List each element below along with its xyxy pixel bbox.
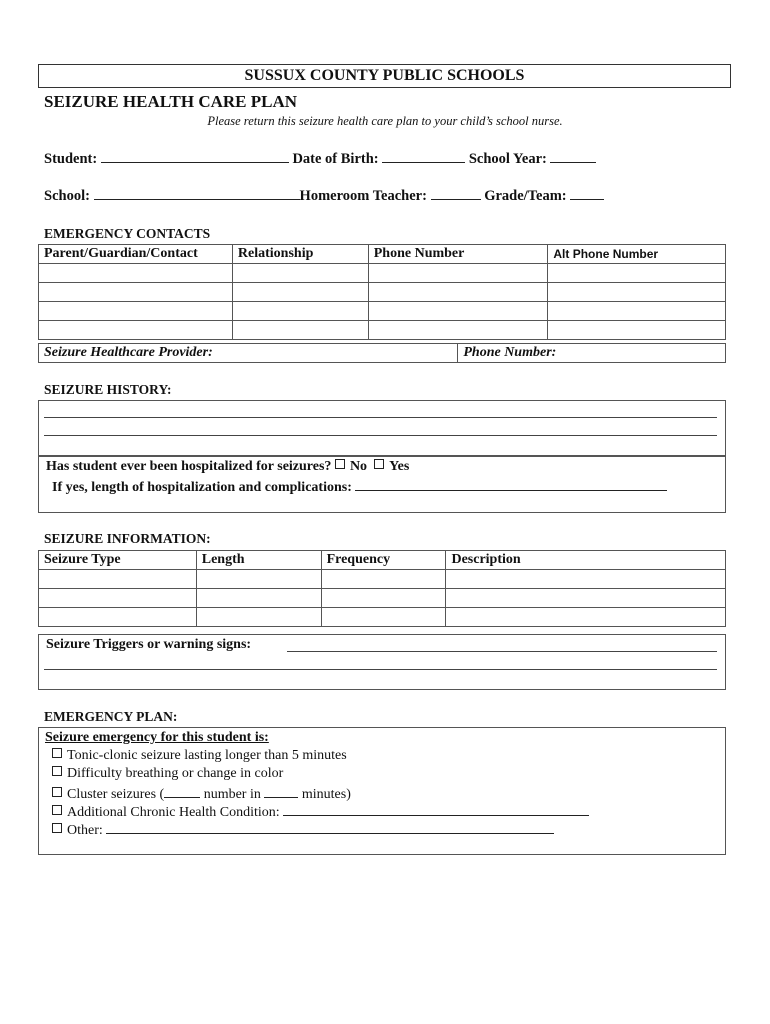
table-row xyxy=(39,344,726,363)
triggers-label: Seizure Triggers or warning signs: xyxy=(46,637,252,652)
hospitalization-field[interactable] xyxy=(355,478,667,491)
plan-item-breathing xyxy=(52,766,283,782)
table-cell[interactable] xyxy=(232,321,368,340)
grade-team-field[interactable] xyxy=(570,187,604,200)
table-cell[interactable] xyxy=(196,608,321,627)
chronic-field[interactable] xyxy=(283,803,589,816)
cluster-label-start: Cluster seizures ( xyxy=(67,787,165,802)
table-cell[interactable] xyxy=(548,283,726,302)
yes-option-label: Yes xyxy=(389,459,410,474)
other-checkbox[interactable] xyxy=(52,823,62,833)
homeroom-teacher-label: Homeroom Teacher: xyxy=(299,188,427,204)
emergency-plan-label: EMERGENCY PLAN: xyxy=(44,709,178,724)
table-row xyxy=(39,264,726,283)
table-cell[interactable] xyxy=(548,264,726,283)
history-line-2 xyxy=(44,435,717,436)
provider-label: Seizure Healthcare Provider: xyxy=(44,345,213,360)
breathing-label: Difficulty breathing or change in color xyxy=(67,766,284,781)
table-cell[interactable] xyxy=(548,321,726,340)
cluster-label-end: minutes) xyxy=(301,787,351,802)
plan-item-cluster xyxy=(52,785,351,803)
column-header: Relationship xyxy=(232,245,368,264)
table-header-row xyxy=(39,551,726,570)
school-year-label: School Year: xyxy=(468,151,547,167)
cluster-checkbox[interactable] xyxy=(52,787,62,797)
triggers-row xyxy=(46,637,251,653)
table-row xyxy=(39,589,726,608)
seizure-information-label: SEIZURE INFORMATION: xyxy=(44,531,211,546)
column-header: Alt Phone Number xyxy=(548,245,726,264)
provider-phone-cell[interactable] xyxy=(458,344,726,363)
plan-item-chronic xyxy=(52,803,589,821)
cluster-label-mid: number in xyxy=(203,787,261,802)
hospitalization-box xyxy=(38,456,726,513)
provider-table xyxy=(38,343,726,363)
table-cell[interactable] xyxy=(232,302,368,321)
no-option-label: No xyxy=(349,459,368,474)
other-label: Other: xyxy=(67,823,103,838)
table-cell[interactable] xyxy=(446,589,726,608)
table-row xyxy=(39,608,726,627)
school-district-banner xyxy=(38,64,731,88)
yes-checkbox[interactable] xyxy=(374,459,384,469)
plan-item-other xyxy=(52,821,554,839)
plan-item-tonic-clonic xyxy=(52,748,347,764)
seizure-history-box[interactable] xyxy=(38,400,726,456)
table-cell[interactable] xyxy=(39,264,233,283)
table-cell[interactable] xyxy=(39,608,197,627)
table-row xyxy=(39,302,726,321)
seizure-history-label: SEIZURE HISTORY: xyxy=(44,382,172,397)
triggers-line-2 xyxy=(44,669,717,670)
table-cell[interactable] xyxy=(321,589,446,608)
dob-label: Date of Birth: xyxy=(292,151,379,167)
cluster-minutes-field[interactable] xyxy=(264,785,298,798)
hospitalization-row xyxy=(52,478,667,496)
table-cell[interactable] xyxy=(368,264,548,283)
hospitalized-question: Has student ever been hospitalized for seizures? xyxy=(46,459,332,474)
seizure-triggers-box[interactable] xyxy=(38,634,726,690)
table-cell[interactable] xyxy=(368,302,548,321)
student-label: Student: xyxy=(44,151,98,167)
breathing-checkbox[interactable] xyxy=(52,766,62,776)
table-row xyxy=(39,321,726,340)
table-cell[interactable] xyxy=(232,264,368,283)
history-line-1 xyxy=(44,417,717,418)
table-cell[interactable] xyxy=(196,570,321,589)
emergency-contacts-label: EMERGENCY CONTACTS xyxy=(44,226,211,241)
table-cell[interactable] xyxy=(196,589,321,608)
hospitalized-question-row xyxy=(46,459,409,475)
chronic-checkbox[interactable] xyxy=(52,805,62,815)
school-year-field[interactable] xyxy=(550,150,596,163)
hospitalization-label: If yes, length of hospitalization and complications: xyxy=(52,480,352,495)
homeroom-teacher-field[interactable] xyxy=(431,187,481,200)
tonic-clonic-label: Tonic-clonic seizure lasting longer than 5 minutes xyxy=(67,748,347,763)
table-cell[interactable] xyxy=(39,283,233,302)
dob-field[interactable] xyxy=(382,150,465,163)
emergency-plan-heading: Seizure emergency for this student is: xyxy=(45,730,269,745)
column-header: Frequency xyxy=(321,551,446,570)
table-cell[interactable] xyxy=(39,589,197,608)
seizure-information-table xyxy=(38,550,726,627)
student-field[interactable] xyxy=(101,150,289,163)
table-row xyxy=(39,570,726,589)
provider-phone-label: Phone Number: xyxy=(463,345,557,360)
student-info-row-1 xyxy=(44,150,596,168)
table-cell[interactable] xyxy=(446,608,726,627)
grade-team-label: Grade/Team: xyxy=(484,188,567,204)
emergency-contacts-table xyxy=(38,244,726,340)
cluster-count-field[interactable] xyxy=(164,785,200,798)
student-info-row-2 xyxy=(44,187,604,205)
table-cell[interactable] xyxy=(321,570,446,589)
school-district-name: SUSSUX COUNTY PUBLIC SCHOOLS xyxy=(244,67,525,84)
school-label: School: xyxy=(44,188,90,204)
table-header-row xyxy=(39,245,726,264)
tonic-clonic-checkbox[interactable] xyxy=(52,748,62,758)
table-cell[interactable] xyxy=(39,302,233,321)
table-cell[interactable] xyxy=(368,283,548,302)
column-header: Description xyxy=(446,551,726,570)
school-field[interactable] xyxy=(94,187,300,200)
column-header: Parent/Guardian/Contact xyxy=(39,245,233,264)
table-cell[interactable] xyxy=(548,302,726,321)
form-instructions: Please return this seizure health care plan to your child’s school nurse. xyxy=(207,114,563,128)
column-header: Phone Number xyxy=(368,245,548,264)
table-cell[interactable] xyxy=(232,283,368,302)
no-checkbox[interactable] xyxy=(335,459,345,469)
chronic-label: Additional Chronic Health Condition: xyxy=(67,805,280,820)
table-cell[interactable] xyxy=(39,570,197,589)
table-cell[interactable] xyxy=(39,321,233,340)
table-cell[interactable] xyxy=(321,608,446,627)
form-title: SEIZURE HEALTH CARE PLAN xyxy=(44,92,298,111)
triggers-line-1 xyxy=(287,651,717,652)
table-cell[interactable] xyxy=(446,570,726,589)
table-row xyxy=(39,283,726,302)
other-field[interactable] xyxy=(106,821,554,834)
column-header: Length xyxy=(196,551,321,570)
column-header: Seizure Type xyxy=(39,551,197,570)
provider-cell[interactable] xyxy=(39,344,458,363)
table-cell[interactable] xyxy=(368,321,548,340)
